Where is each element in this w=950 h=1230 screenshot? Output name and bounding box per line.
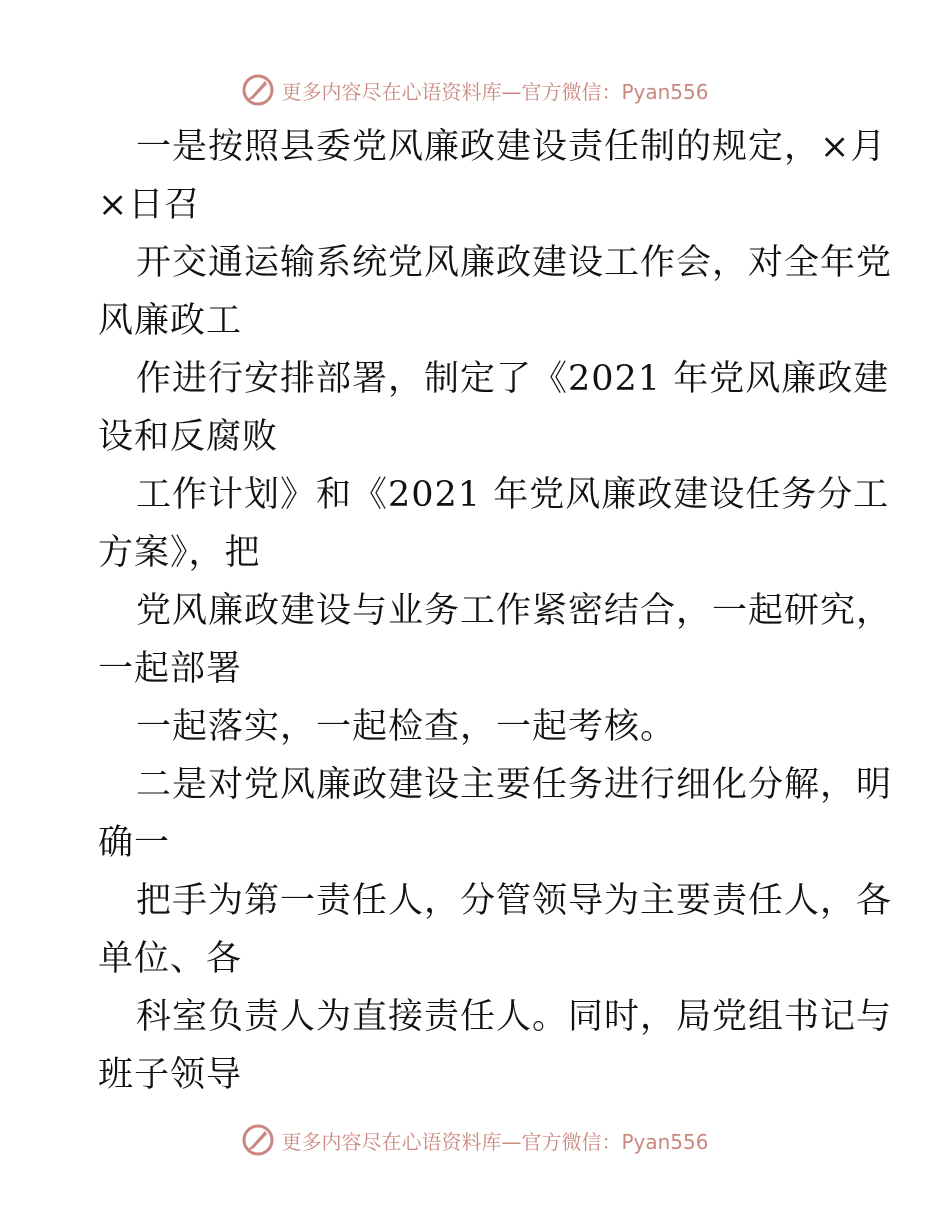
- watermark-text: 更多内容尽在心语资料库—官方微信：Pyan556: [281, 79, 709, 104]
- quill-logo-icon: [241, 73, 275, 107]
- quill-logo-icon: [241, 1123, 275, 1157]
- text-line: 一是按照县委党风廉政建设责任制的规定，×月: [136, 127, 887, 167]
- text-line: 一起落实，一起检查，一起考核。: [136, 707, 677, 747]
- text-line: 工作计划》和《2021 年党风廉政建设任务分工: [136, 475, 890, 515]
- text-line: 科室负责人为直接责任人。同时，局党组书记与: [136, 997, 893, 1037]
- text-line: ×日召: [98, 185, 201, 225]
- watermark-text: 更多内容尽在心语资料库—官方微信：Pyan556: [281, 1129, 709, 1154]
- text-line: 党风廉政建设与业务工作紧密结合，一起研究，: [136, 591, 893, 631]
- text-line: 二是对党风廉政建设主要任务进行细化分解，明: [136, 765, 893, 805]
- text-line: 把手为第一责任人，分管领导为主要责任人，各: [136, 881, 893, 921]
- text-line: 确一: [98, 823, 171, 863]
- text-line: 风廉政工: [98, 301, 243, 341]
- document-body: [98, 118, 893, 1104]
- text-line: 班子领导: [98, 1055, 243, 1095]
- text-line: 单位、各: [98, 939, 243, 979]
- text-line: 方案》，把: [98, 533, 261, 573]
- footer-watermark: [0, 1120, 950, 1160]
- text-line: 一起部署: [98, 649, 243, 689]
- header-watermark: [0, 70, 950, 110]
- text-line: 设和反腐败: [98, 417, 279, 457]
- text-line: 作进行安排部署，制定了《2021 年党风廉政建: [136, 359, 890, 399]
- text-line: 开交通运输系统党风廉政建设工作会，对全年党: [136, 243, 893, 283]
